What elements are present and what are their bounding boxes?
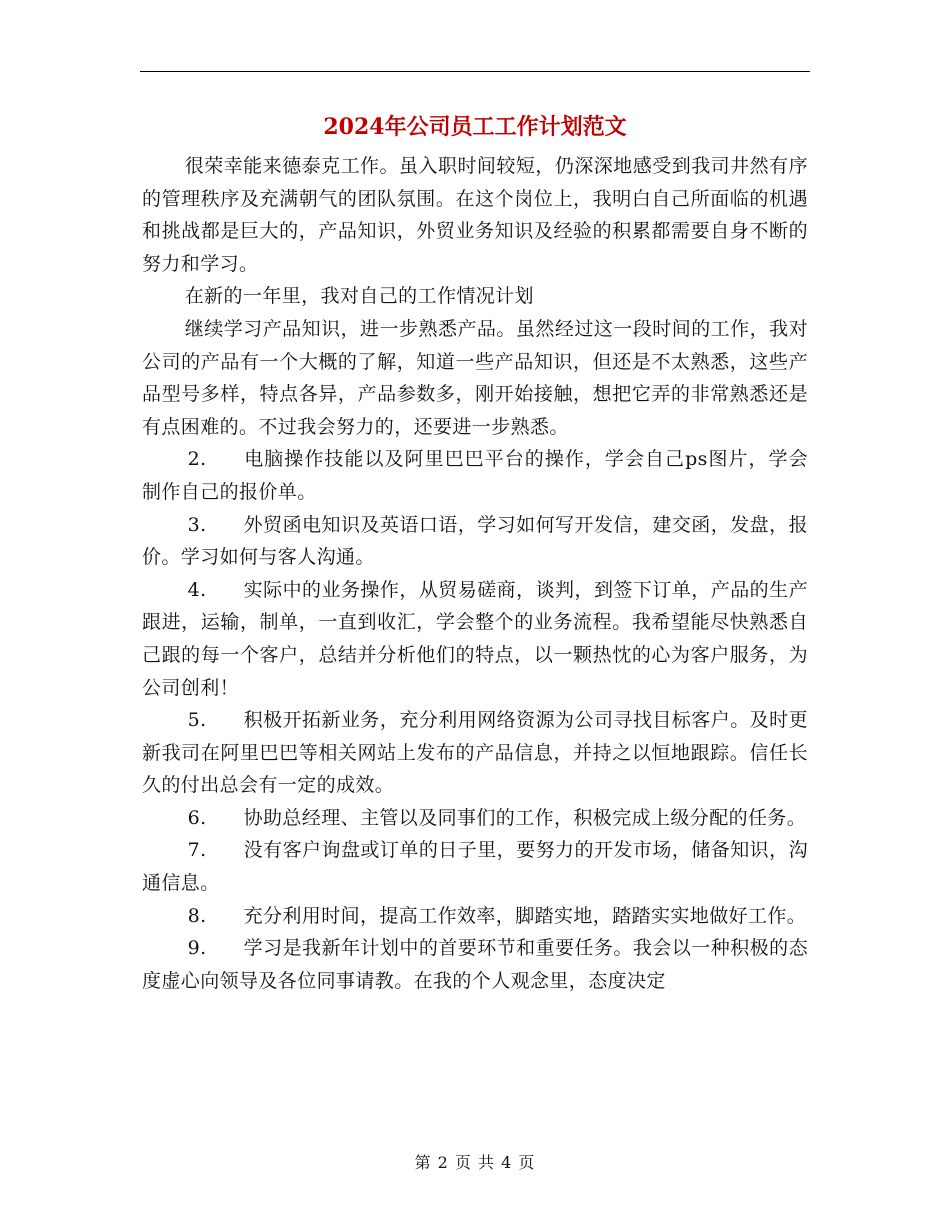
item-text: 外贸函电知识及英语口语，学习如何写开发信，建交函，发盘，报价。学习如何与客人沟通。	[142, 513, 808, 569]
plan-item-1: 继续学习产品知识，进一步熟悉产品。虽然经过这一段时间的工作，我对公司的产品有一个大概的了解，知道一些产品知识，但还是不太熟悉，这些产品型号多样，特点各异，产品参数多，刚开始接触，想把它弄的非常熟悉还是有点困难的。不过我会努力的，还要进一步熟悉。	[142, 317, 808, 438]
item-text: 电脑操作技能以及阿里巴巴平台的操作，学会自己ps图片，学会制作自己的报价单。	[142, 448, 808, 503]
plan-item	[142, 900, 808, 933]
plan-heading: 在新的一年里，我对自己的工作情况计划	[184, 285, 534, 308]
plan-item	[142, 443, 808, 508]
page-number-footer: 第 2 页 共 4 页	[414, 1153, 536, 1172]
item-number: 6.	[187, 806, 207, 829]
item-text: 充分利用时间，提高工作效率，脚踏实地，踏踏实实地做好工作。	[243, 904, 807, 927]
item-number: 2.	[187, 448, 207, 471]
document-body	[142, 150, 808, 997]
item-text: 没有客户询盘或订单的日子里，要努力的开发市场，储备知识，沟通信息。	[142, 839, 808, 895]
plan-item	[142, 704, 808, 802]
plan-item	[142, 932, 808, 997]
plan-item	[142, 834, 808, 899]
plan-item	[142, 802, 808, 835]
item-text: 学习是我新年计划中的首要环节和重要任务。我会以一种积极的态度虚心向领导及各位同事请教。在我的个人观念里，态度决定	[142, 937, 808, 992]
item-text: 协助总经理、主管以及同事们的工作，积极完成上级分配的任务。	[243, 806, 807, 829]
item-number: 3.	[187, 513, 207, 536]
intro-paragraph: 很荣幸能来德泰克工作。虽入职时间较短，仍深深地感受到我司井然有序的管理秩序及充满朝气的团队氛围。在这个岗位上，我明白自己所面临的机遇和挑战都是巨大的，产品知识，外贸业务知识及经验的积累都需要自身不断的努力和学习。	[142, 155, 808, 275]
item-number: 7.	[187, 839, 207, 862]
item-number: 9.	[187, 937, 207, 960]
item-text: 积极开拓新业务，充分利用网络资源为公司寻找目标客户。及时更新我司在阿里巴巴等相关网站上发布的产品信息，并持之以恒地跟踪。信任长久的付出总会有一定的成效。	[142, 709, 808, 797]
item-number: 5.	[187, 709, 207, 732]
document-title: 2024年公司员工工作计划范文	[323, 114, 627, 140]
plan-item	[142, 509, 808, 574]
plan-item	[142, 574, 808, 704]
item-number: 8.	[187, 904, 207, 927]
header-rule	[140, 71, 810, 72]
item-text: 实际中的业务操作，从贸易磋商，谈判，到签下订单，产品的生产跟进，运输，制单，一直到收汇，学会整个的业务流程。我希望能尽快熟悉自己跟的每一个客户，总结并分析他们的特点，以一颗热忱的心为客户服务，为公司创利！	[142, 578, 808, 699]
item-number: 4.	[187, 578, 207, 601]
